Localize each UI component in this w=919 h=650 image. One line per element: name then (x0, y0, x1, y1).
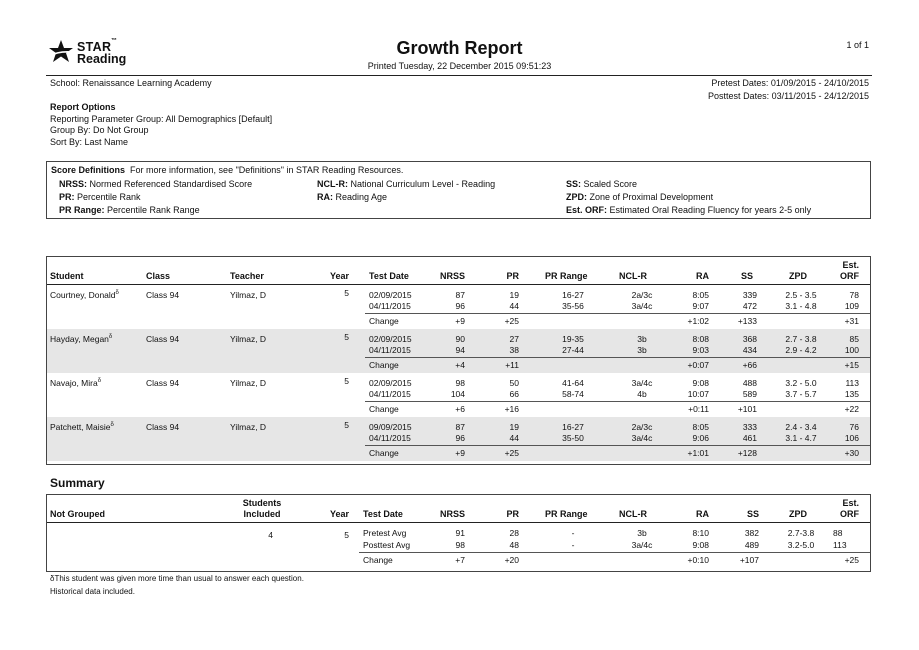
test-pr: 27 (509, 334, 519, 344)
test-zpd: 3.1 - 4.8 (785, 301, 817, 311)
student-year: 5 (344, 332, 349, 342)
test-nrss: 98 (455, 378, 465, 388)
test-date: 02/09/2015 (369, 334, 412, 344)
test-pr-range: 19-35 (562, 334, 584, 344)
col-zpd: ZPD (789, 271, 807, 281)
summary-title: Summary (50, 476, 105, 490)
test-orf: 135 (844, 389, 859, 399)
test-ra: 8:05 (692, 290, 709, 300)
definition-zpd: ZPD: Zone of Proximal Development (566, 192, 714, 202)
change-pr: +11 (505, 360, 519, 370)
test-ss: 434 (742, 345, 757, 355)
report-option-line: Reporting Parameter Group: All Demographics [Default] (50, 113, 273, 124)
col-ss: SS (746, 509, 759, 519)
test-ra: 9:06 (692, 433, 709, 443)
col-ss: SS (740, 271, 753, 281)
score-definitions-box (46, 161, 871, 219)
change-orf: +15 (844, 360, 859, 370)
student-year: 5 (344, 376, 349, 386)
col-ncl-r: NCL-R (619, 271, 647, 281)
change-ra: +0:07 (687, 360, 709, 370)
change-divider (365, 357, 870, 358)
test-orf: 113 (845, 378, 859, 388)
test-date: 02/09/2015 (369, 290, 412, 300)
test-dates (708, 77, 869, 103)
definition-est-orf: Est. ORF: Estimated Oral Reading Fluency for years 2-5 only (566, 205, 812, 215)
more-time-marker: δ (110, 422, 114, 429)
change-orf: +31 (844, 316, 859, 326)
test-ra: 9:07 (692, 301, 709, 311)
score-definitions-header (51, 165, 403, 175)
test-orf: 85 (849, 334, 859, 344)
definition-ss: SS: Scaled Score (566, 179, 638, 189)
footnote-historical: Historical data included. (50, 587, 135, 596)
test-date: 04/11/2015 (369, 301, 411, 311)
student-class: Class 94 (146, 290, 180, 300)
test-ncl-r: 3b (637, 345, 647, 355)
summary-change-pr: +20 (504, 555, 519, 565)
test-nrss: 87 (455, 422, 465, 432)
col-class: Class (146, 271, 171, 281)
test-pr: 50 (509, 378, 519, 388)
change-pr: +16 (504, 404, 519, 414)
col-teacher: Teacher (230, 271, 264, 281)
header-divider (46, 75, 872, 76)
test-ra: 8:08 (692, 334, 709, 344)
change-nrss: +4 (455, 360, 465, 370)
test-ra: 9:03 (692, 345, 709, 355)
test-ss: 589 (742, 389, 757, 399)
col-pr-range: PR Range (545, 509, 588, 519)
student-class: Class 94 (146, 334, 180, 344)
student-class: Class 94 (146, 422, 180, 432)
test-ncl-r: 4b (637, 389, 647, 399)
student-teacher: Yilmaz, D (230, 334, 267, 344)
change-nrss: +9 (455, 448, 465, 458)
test-pr-range: 41-64 (562, 378, 584, 388)
col-orf: ORF (840, 271, 859, 281)
posttest-dates: Posttest Dates: 03/11/2015 - 24/12/2015 (708, 91, 869, 101)
growth-table (46, 256, 871, 465)
test-ss: 339 (742, 290, 757, 300)
summary-pr-range: - (571, 540, 575, 550)
col-students: Students (242, 498, 282, 508)
pretest-dates: Pretest Dates: 01/09/2015 - 24/10/2015 (711, 78, 869, 88)
change-pr: +25 (504, 316, 519, 326)
summary-year: 5 (344, 530, 349, 540)
test-orf: 78 (849, 290, 859, 300)
test-ss: 461 (742, 433, 757, 443)
change-pr: +25 (504, 448, 519, 458)
score-definitions-heading: Score Definitions (51, 165, 126, 175)
summary-zpd: 2.7-3.8 (787, 528, 815, 538)
test-ss: 333 (742, 422, 757, 432)
logo-word-reading: Reading (77, 52, 127, 66)
test-pr: 44 (509, 433, 519, 443)
page-number: 1 of 1 (846, 40, 869, 50)
report-option-line: Group By: Do Not Group (50, 125, 149, 135)
test-zpd: 2.7 - 3.8 (785, 334, 817, 344)
change-divider (365, 401, 870, 402)
test-nrss: 96 (455, 433, 465, 443)
test-ss: 368 (742, 334, 757, 344)
test-date: 09/09/2015 (369, 422, 412, 432)
test-ncl-r: 2a/3c (631, 290, 653, 300)
test-pr-range: 16-27 (562, 290, 584, 300)
test-ncl-r: 2a/3c (631, 422, 653, 432)
change-ra: +1:02 (687, 316, 709, 326)
more-time-marker: δ (108, 334, 113, 341)
summary-pr: 48 (509, 540, 519, 550)
summary-ncl-r: 3a/4c (631, 540, 653, 550)
summary-pr: 28 (509, 528, 519, 538)
summary-row-label: Posttest Avg (363, 540, 411, 550)
summary-ncl-r: 3b (637, 528, 647, 538)
col-est: Est. (842, 260, 859, 270)
student-teacher: Yilmaz, D (230, 378, 267, 388)
footnote-more-time: δThis student was given more time than usual to answer each question. (50, 574, 304, 583)
student-class: Class 94 (146, 378, 180, 388)
growth-table-header (47, 257, 870, 285)
student-year: 5 (344, 288, 349, 298)
change-nrss: +6 (455, 404, 465, 414)
test-zpd: 3.7 - 5.7 (785, 389, 817, 399)
col-pr-range: PR Range (545, 271, 588, 281)
summary-orf: 88 (833, 528, 843, 538)
summary-change-ra: +0:10 (687, 555, 709, 565)
star-icon (48, 39, 74, 63)
col-zpd: ZPD (789, 509, 807, 519)
test-pr-range: 58-74 (562, 389, 584, 399)
summary-ra: 8:10 (692, 528, 709, 538)
change-ra: +1:01 (687, 448, 709, 458)
student-name: Hayday, Megan$^\delta$ (50, 334, 113, 344)
test-pr-range: 35-50 (562, 433, 584, 443)
definition-pr: PR: Percentile Rank (59, 192, 141, 202)
change-ss: +133 (737, 316, 757, 326)
change-label: Change (369, 360, 399, 370)
col-pr: PR (506, 271, 519, 281)
col-year: Year (329, 509, 349, 519)
test-orf: 106 (844, 433, 859, 443)
test-nrss: 94 (455, 345, 465, 355)
test-date: 04/11/2015 (369, 389, 411, 399)
summary-ra: 9:08 (692, 540, 709, 550)
test-ncl-r: 3b (637, 334, 647, 344)
change-label: Change (369, 316, 399, 326)
test-zpd: 3.2 - 5.0 (785, 378, 817, 388)
test-pr: 19 (509, 422, 519, 432)
summary-nrss: 91 (455, 528, 465, 538)
summary-nrss: 98 (455, 540, 465, 550)
change-ss: +66 (742, 360, 757, 370)
definition-pr-range: PR Range: Percentile Rank Range (59, 205, 200, 215)
test-ra: 9:08 (692, 378, 709, 388)
summary-orf: 113 (833, 540, 847, 550)
change-divider (365, 445, 870, 446)
test-orf: 76 (849, 422, 859, 432)
summary-table-header (47, 495, 870, 523)
test-zpd: 3.1 - 4.7 (785, 433, 817, 443)
test-date: 04/11/2015 (369, 433, 411, 443)
test-nrss: 87 (455, 290, 465, 300)
more-time-marker: δ (97, 378, 102, 385)
test-nrss: 90 (455, 334, 465, 344)
test-date: 02/09/2015 (369, 378, 412, 388)
change-ss: +128 (737, 448, 757, 458)
summary-ss: 489 (744, 540, 759, 550)
report-option-line: Sort By: Last Name (50, 136, 129, 147)
student-name: Courtney, Donald$^\delta$ (50, 290, 119, 300)
test-pr-range: 35-56 (562, 301, 584, 311)
test-ncl-r: 3a/4c (631, 433, 653, 443)
col-orf: ORF (840, 509, 859, 519)
summary-change-nrss: +7 (455, 555, 465, 565)
test-ss: 472 (742, 301, 757, 311)
logo-trademark: ™ (111, 38, 117, 44)
summary-change-label: Change (363, 555, 393, 565)
change-orf: +22 (844, 404, 859, 414)
change-ra: +0:11 (688, 404, 709, 414)
test-nrss: 104 (450, 389, 465, 399)
star-reading-logo (48, 37, 138, 67)
school-name: School: Renaissance Learning Academy (50, 78, 212, 88)
test-ncl-r: 3a/4c (631, 301, 653, 311)
test-pr: 66 (509, 389, 519, 399)
test-zpd: 2.9 - 4.2 (785, 345, 817, 355)
test-ra: 8:05 (692, 422, 709, 432)
col-test-date: Test Date (363, 509, 403, 519)
summary-change-orf: +25 (844, 555, 859, 565)
summary-students-included: 4 (268, 530, 273, 540)
student-year: 5 (344, 420, 349, 430)
printed-timestamp: Printed Tuesday, 22 December 2015 09:51:23 (367, 61, 552, 71)
summary-pr-range: - (571, 528, 575, 538)
test-zpd: 2.4 - 3.4 (785, 422, 817, 432)
test-ncl-r: 3a/4c (631, 378, 653, 388)
definition-ncl-r: NCL-R: National Curriculum Level - Reading (317, 179, 496, 189)
definition-nrss: NRSS: Normed Referenced Standardised Score (59, 179, 253, 189)
summary-change-divider (359, 552, 870, 553)
test-ss: 488 (742, 378, 757, 388)
test-orf: 100 (844, 345, 859, 355)
logo-word-star: STAR (77, 40, 112, 54)
test-zpd: 2.5 - 3.5 (785, 290, 817, 300)
test-pr: 44 (509, 301, 519, 311)
col-ra: RA (696, 509, 709, 519)
summary-change-ss: +107 (739, 555, 759, 565)
change-divider (365, 313, 870, 314)
test-date: 04/11/2015 (369, 345, 411, 355)
change-nrss: +9 (455, 316, 465, 326)
col-nrss: NRSS (439, 271, 465, 281)
change-label: Change (369, 448, 399, 458)
test-nrss: 96 (455, 301, 465, 311)
test-pr-range: 16-27 (562, 422, 584, 432)
col-nrss: NRSS (439, 509, 465, 519)
col-test-date: Test Date (369, 271, 409, 281)
student-teacher: Yilmaz, D (230, 422, 267, 432)
student-name: Navajo, Mira$^\delta$ (50, 378, 102, 388)
summary-zpd: 3.2-5.0 (787, 540, 815, 550)
col-est: Est. (842, 498, 859, 508)
col-ra: RA (696, 271, 709, 281)
test-orf: 109 (844, 301, 859, 311)
test-pr-range: 27-44 (562, 345, 584, 355)
summary-table (46, 494, 871, 572)
change-label: Change (369, 404, 399, 414)
student-name: Patchett, Maisie$^\delta$ (50, 422, 114, 432)
col-included: Included (243, 509, 281, 519)
summary-row-label: Pretest Avg (363, 528, 407, 538)
change-ss: +101 (737, 404, 757, 414)
test-ra: 10:07 (687, 389, 709, 399)
definition-ra: RA: Reading Age (317, 192, 388, 202)
more-time-marker: δ (115, 290, 119, 297)
col-ncl-r: NCL-R (619, 509, 647, 519)
report-options-heading: Report Options (50, 102, 116, 112)
col-student: Student (50, 271, 84, 281)
summary-ss: 382 (744, 528, 759, 538)
col-year: Year (329, 271, 349, 281)
col-not-grouped: Not Grouped (50, 509, 105, 519)
change-orf: +30 (844, 448, 859, 458)
report-options (50, 102, 272, 148)
report-title: Growth Report (396, 38, 523, 58)
test-pr: 38 (509, 345, 519, 355)
score-definitions-note: For more information, see "Definitions" in STAR Reading Resources. (130, 165, 404, 175)
col-pr: PR (506, 509, 519, 519)
test-pr: 19 (509, 290, 519, 300)
student-teacher: Yilmaz, D (230, 290, 267, 300)
